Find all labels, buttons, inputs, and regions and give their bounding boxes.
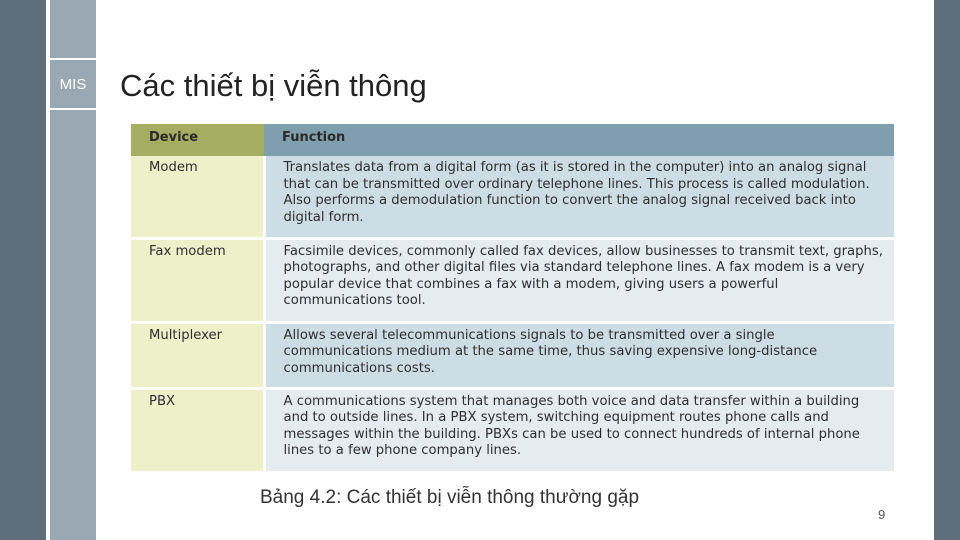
slide-tag <box>50 58 96 110</box>
left-decor-band-dark <box>0 0 46 540</box>
device-cell: Fax modem <box>131 238 264 322</box>
function-cell: Allows several telecommunications signals to be transmitted over a single communications medium at the same time, thus saving expensive long-distance communications costs. <box>264 322 894 388</box>
page-number: 9 <box>878 507 886 522</box>
table-row <box>131 322 894 388</box>
right-decor-band <box>934 0 960 540</box>
function-cell: Facsimile devices, commonly called fax devices, allow businesses to transmit text, graphs, photographs, and other digital files via standard telephone lines. A fax modem is a very popular device that combines a fax with a modem, giving users a powerful communications tool. <box>264 238 894 322</box>
function-cell: A communications system that manages both voice and data transfer within a building and to outside lines. In a PBX system, switching equipment routes phone calls and messages within the building. PBXs can be used to connect hundreds of internal phone lines to a few phone company lines. <box>264 388 894 472</box>
table-header-row <box>131 124 894 156</box>
device-cell: PBX <box>131 388 264 472</box>
slide-tag-label: MIS <box>59 75 87 93</box>
header-device: Device <box>131 124 264 156</box>
header-function: Function <box>264 124 894 156</box>
table-row <box>131 238 894 322</box>
slide-title: Các thiết bị viễn thông <box>120 68 427 103</box>
table-caption: Bảng 4.2: Các thiết bị viễn thông thường gặp <box>260 487 640 508</box>
device-cell: Multiplexer <box>131 322 264 388</box>
device-cell: Modem <box>131 156 264 238</box>
table-row <box>131 156 894 238</box>
table-row <box>131 388 894 472</box>
devices-table-image <box>131 124 894 474</box>
function-cell: Translates data from a digital form (as it is stored in the computer) into an analog signal that can be transmitted over ordinary telephone lines. This process is called modulation. Also performs a demodulation function to convert the analog signal received back into digital form. <box>264 156 894 238</box>
devices-table <box>131 124 894 474</box>
